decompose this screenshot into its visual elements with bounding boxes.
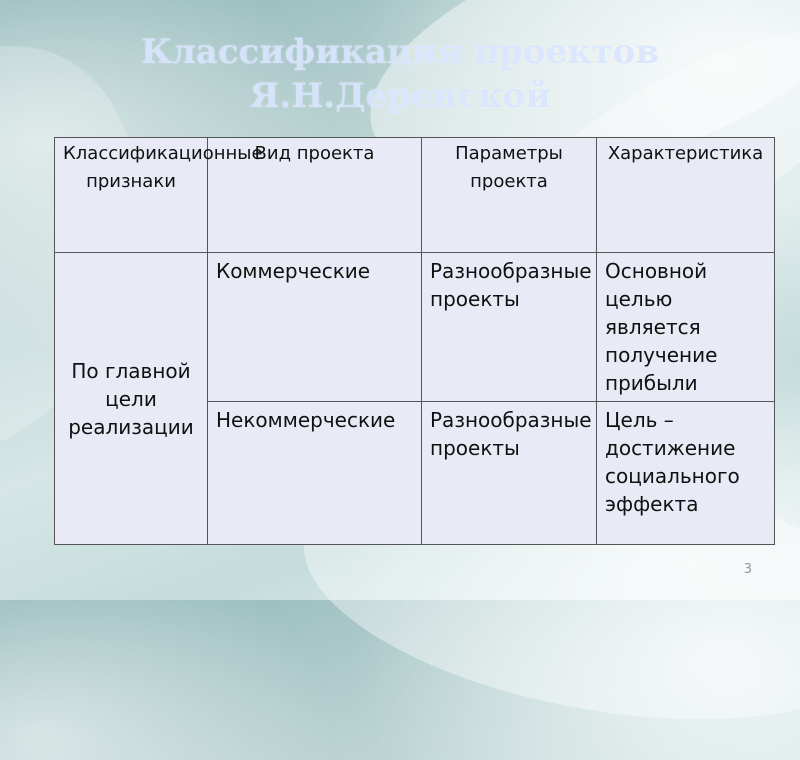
cell-project-params: Разнообразные проекты xyxy=(422,253,597,402)
slide-title-line-1: Классификация проектов xyxy=(140,32,660,72)
table-row xyxy=(55,253,775,402)
cell-project-params: Разнообразные проекты xyxy=(422,402,597,545)
cell-project-description: Основной целью является получение прибыли xyxy=(597,253,775,402)
header-cell-type: Вид проекта xyxy=(208,138,422,253)
page-number: 3 xyxy=(743,562,752,577)
table-header-row xyxy=(55,138,775,253)
row-group-label: По главной цели реализации xyxy=(55,253,208,545)
cell-project-description: Цель – достижение социального эффекта xyxy=(597,402,775,545)
header-cell-description: Характеристика xyxy=(597,138,775,253)
cell-project-type: Коммерческие xyxy=(208,253,422,402)
slide-title-line-2: Я.Н.Деренской xyxy=(249,76,551,116)
slide-title xyxy=(60,30,740,118)
header-cell-params: Параметры проекта xyxy=(422,138,597,253)
classification-table xyxy=(54,137,775,545)
header-cell-criteria: Классификационные признаки xyxy=(55,138,208,253)
cell-project-type: Некоммерческие xyxy=(208,402,422,545)
